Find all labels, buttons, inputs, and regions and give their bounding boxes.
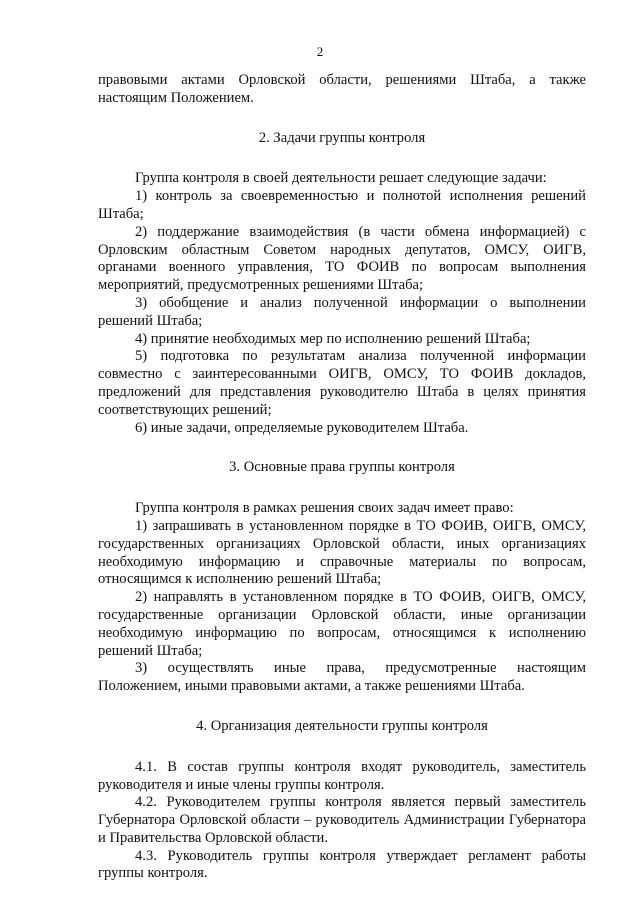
section-2-lead: Группа контроля в своей деятельности решает следующие задачи:	[135, 170, 547, 187]
section-3-heading: 3. Основные права группы контроля	[229, 459, 455, 476]
section-3-item: 2) направлять в установленном порядке в ТО ФОИВ, ОИГВ, ОМСУ, государственные организации Орловской области, иные организации необходимую информацию по вопросам, относящимся к исполнению решений Штаба;	[98, 589, 586, 659]
section-4-item: 4.3. Руководитель группы контроля утверждает регламент работы группы контроля.	[98, 847, 586, 882]
section-2-item: 3) обобщение и анализ полученной информации о выполнении решений Штаба;	[98, 294, 586, 329]
section-2-heading: 2. Задачи группы контроля	[258, 129, 426, 146]
intro-paragraph: правовыми актами Орловской области, решениями Штаба, а также настоящим Положением.	[98, 72, 586, 106]
section-4-item: 4.1. В состав группы контроля входят руководитель, заместитель руководителя и иные члены группы контроля.	[98, 758, 586, 793]
section-2-item: 4) принятие необходимых мер по исполнению решений Штаба;	[135, 330, 531, 347]
section-2-item: 5) подготовка по результатам анализа полученной информации совместно с заинтересованными ОИГВ, ОМСУ, ТО ФОИВ докладов, предложений для представления руководителю Штаба в целях принятия соответствующих решений;	[98, 348, 586, 418]
section-4-item: 4.2. Руководителем группы контроля является первый заместитель Губернатора Орловской области – руководитель Администрации Губернатора и Правительства Орловской области.	[98, 794, 586, 846]
section-4-heading: 4. Организация деятельности группы контроля	[196, 717, 488, 734]
document-body	[98, 72, 586, 883]
section-3-item: 3) осуществлять иные права, предусмотренные настоящим Положением, иными правовыми актами, а также решениями Штаба.	[98, 660, 586, 695]
section-2-item: 6) иные задачи, определяемые руководителем Штаба.	[135, 419, 469, 436]
section-3-lead: Группа контроля в рамках решения своих задач имеет право:	[135, 500, 514, 517]
section-2-item: 2) поддержание взаимодействия (в части обмена информацией) с Орловским областным Советом народных депутатов, ОМСУ, ОИГВ, органами военного управления, ТО ФОИВ по вопросам выполнения мероприятий, предусмотренных решениями Штаба;	[98, 223, 586, 294]
section-2-item: 1) контроль за своевременностью и полнотой исполнения решений Штаба;	[98, 188, 586, 222]
section-3-item: 1) запрашивать в установленном порядке в ТО ФОИВ, ОИГВ, ОМСУ, государственных организациях Орловской области, иных организациях необходимую информацию и справочные материалы по вопросам, относящимся к исполнению решений Штаба;	[98, 517, 586, 588]
page-number: 2	[316, 44, 324, 59]
